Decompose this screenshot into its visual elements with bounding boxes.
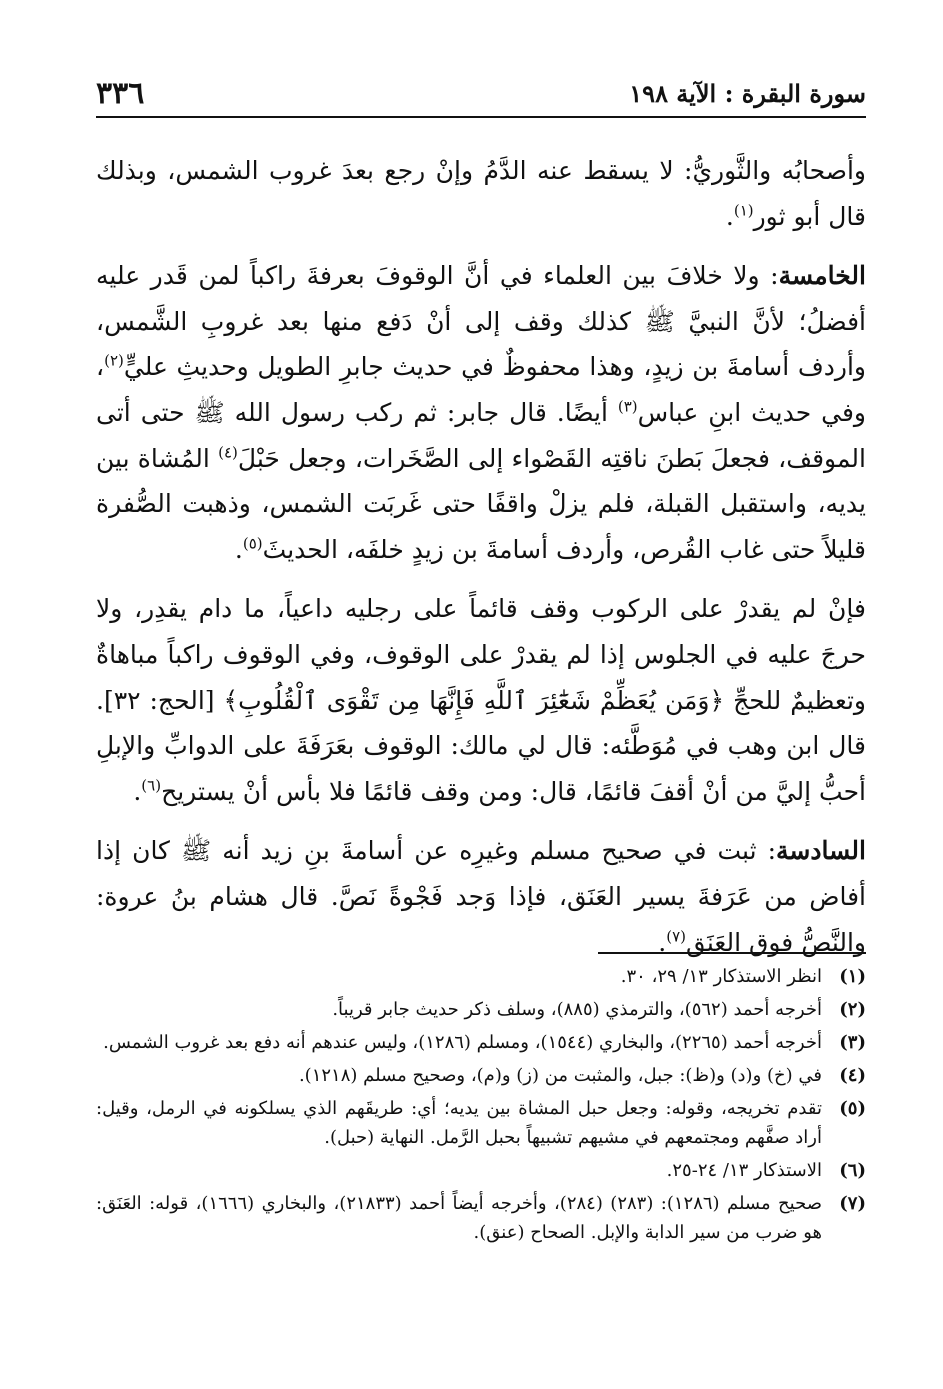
paragraph-3 xyxy=(96,586,866,814)
page-number: ٣٣٦ xyxy=(96,75,145,111)
footnote-ref: (٥) xyxy=(242,534,263,553)
footnote-text: انظر الاستذكار ١٣/ ٢٩، ٣٠. xyxy=(620,966,822,987)
paragraph-4 xyxy=(96,828,866,965)
paragraph-end: . xyxy=(133,776,142,806)
paragraph-end: . xyxy=(725,201,734,231)
paragraph-text: أيضًا. قال جابر: ثم ركب رسول الله ﷺ حتى أتى الموقف، فجعلَ بَطنَ ناقتِه القَصْواء إلى الصَّخَرات، وجعل حَبْلَ xyxy=(96,397,866,473)
footnote-text: صحيح مسلم (١٢٨٦): (٢٨٣) (٢٨٤)، وأخرجه أيضاً أحمد (٢١٨٣٣)، والبخاري (١٦٦٦)، قوله: العَنَق: هو ضرب من سير الدابة والإبل. الصحاح (عنق). xyxy=(96,1193,822,1243)
footnotes xyxy=(96,962,866,1251)
footnote-text: أخرجه أحمد (٥٦٢)، والترمذي (٨٨٥)، وسلف ذكر حديث جابر قريباً. xyxy=(332,999,822,1020)
footnote-ref: (٦) xyxy=(141,776,162,795)
footnote-ref: (٢) xyxy=(104,352,124,371)
footnote-number: (٤) xyxy=(839,1065,866,1086)
page-header xyxy=(96,70,866,118)
paragraph-text: : ثبت في صحيح مسلم وغيرِه عن أسامةَ بنِ زيد أنه ﷺ كان إذا أفاض من عَرَفةَ يسير العَنَق، فإذا وَجد فَجْوةً نَصَّ. قال هشام بنُ عروة: والنَّصُّ فوق العَنَق xyxy=(96,836,866,957)
footnote-number: (١) xyxy=(839,966,866,987)
footnote-item xyxy=(96,1189,866,1247)
section-label-fifth: الخامسة xyxy=(778,261,866,291)
paragraph-2 xyxy=(96,253,866,572)
footnote-item xyxy=(96,1061,866,1090)
paragraph-text: ، وفي حديث ابنِ عباس xyxy=(96,352,866,427)
main-text xyxy=(96,148,866,979)
footnote-text: تقدم تخريجه، وقوله: وجعل حبل المشاة بين يديه؛ أي: طريقَهم الذي يسلكونه في الرمل، وقيل: أراد صفَّهم ومجتمعهم في مشيهم تشبيهاً بحبل الرَّمل. النهاية (حبل). xyxy=(96,1098,822,1148)
paragraph-end: . xyxy=(234,534,243,564)
footnote-number: (٣) xyxy=(839,1032,866,1053)
footnote-ref: (١) xyxy=(733,201,754,220)
footnote-item xyxy=(96,1028,866,1057)
footnote-text: في (خ) و(د) و(ظ): جبل، والمثبت من (ز) و(م)، وصحيح مسلم (١٢١٨). xyxy=(298,1065,822,1086)
paragraph-text: فإنْ لم يقدرْ على الركوب وقف قائماً على رجليه داعياً، ما دام يقدِر، ولا حرجَ عليه في الجلوس إذا لم يقدرْ على الوقوف، وفي الوقوف راكباً مباهاةٌ وتعظيمٌ للحجِّ ﴿وَمَن يُعَظِّمْ شَعَٰٓئِرَ ٱللَّهِ فَإِنَّهَا مِن تَقْوَى ٱلْقُلُوبِ﴾ [الحج: ٣٢]. قال ابن وهب في مُوَطَّئه: قال لي مالك: الوقوف بعَرَفَةَ على الدوابِّ والإبلِ أحبُّ إليَّ من أنْ أقفَ قائمًا، قال: ومن وقف قائمًا فلا بأس أنْ يستريح xyxy=(96,594,866,806)
footnote-item xyxy=(96,995,866,1024)
footnote-text: أخرجه أحمد (٢٢٦٥)، والبخاري (١٥٤٤)، ومسلم (١٢٨٦)، وليس عندهم أنه دفع بعد غروب الشمس. xyxy=(103,1032,822,1053)
section-label-sixth: السادسة xyxy=(776,836,866,866)
footnote-ref: (٤) xyxy=(218,443,238,462)
footnote-number: (٥) xyxy=(839,1098,866,1119)
paragraph-end: . xyxy=(658,927,667,957)
footnote-ref: (٣) xyxy=(617,397,638,416)
footnote-number: (٢) xyxy=(839,999,866,1020)
paragraph-text: : ولا خلافَ بين العلماء في أنَّ الوقوفَ بعرفةَ راكباً لمن قَدر عليه أفضلُ؛ لأنَّ النبيَّ ﷺ كذلك وقف إلى أنْ دَفع منها بعد غروبِ الشَّمس، وأردف أسامةَ بن زيدٍ، وهذا محفوظٌ في حديث جابرِ الطويل وحديثِ عليٍّ xyxy=(96,261,866,382)
paragraph-text: المُشاة بين يديه، واستقبل القبلة، فلم يزلْ واقفًا حتى غَربَت الشمس، وذهبت الصُّفرة قليلاً حتى غاب القُرص، وأردف أسامةَ بن زيدٍ خلفَه، الحديثَ xyxy=(96,443,866,564)
footnote-separator xyxy=(598,952,866,954)
paragraph-text: وأصحابُه والثَّوريُّ: لا يسقط عنه الدَّمُ وإنْ رجع بعدَ غروب الشمس، وبذلك قال أبو ثور xyxy=(96,156,866,231)
footnote-text: الاستذكار ١٣/ ٢٤-٢٥. xyxy=(666,1160,822,1181)
footnote-item xyxy=(96,1094,866,1152)
paragraph-1 xyxy=(96,148,866,239)
footnote-ref: (٧) xyxy=(666,927,687,946)
footnote-item xyxy=(96,1156,866,1185)
footnote-item xyxy=(96,962,866,991)
footnote-number: (٦) xyxy=(839,1160,866,1181)
footnote-number: (٧) xyxy=(839,1193,866,1214)
running-title: سورة البقرة : الآية ١٩٨ xyxy=(629,78,866,108)
